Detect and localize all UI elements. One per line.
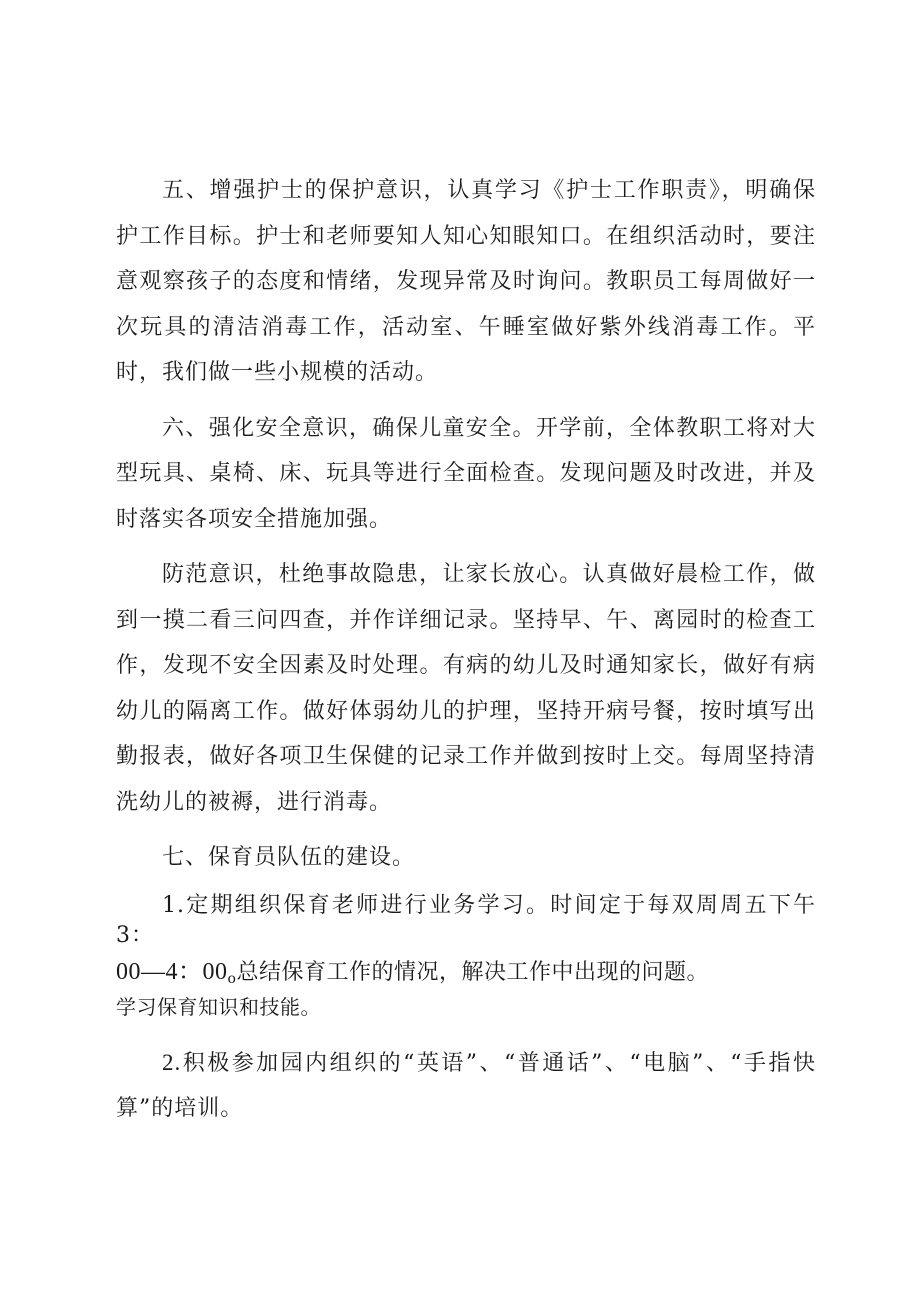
- paragraph-six: 六、强化安全意识，确保儿童安全。开学前，全体教职工将对大型玩具、桌椅、床、玩具等进行全面检查。发现问题及时改进，并及时落实各项安全措施加强。: [116, 415, 816, 532]
- paragraph-five: 五、增强护士的保护意识，认真学习《护士工作职责》，明确保护工作目标。护士和老师要知人知心知眼知口。在组织活动时，要注意观察孩子的态度和情绪，发现异常及时询问。教职员工每周做好一次玩具的清洁消毒工作，活动室、午睡室做好紫外线消毒工作。平时，我们做一些小规模的活动。: [116, 178, 816, 385]
- paragraph-prevention: 防范意识，杜绝事故隐患，让家长放心。认真做好晨检工作，做到一摸二看三问四查，并作详细记录。坚持早、午、离园时的检查工作，发现不安全因素及时处理。有病的幼儿及时通知家长，做好有病幼儿的隔离工作。做好体弱幼儿的护理，坚持开病号餐，按时填写出勤报表，做好各项卫生保健的记录工作并做到按时上交。每周坚持清洗幼儿的被褥，进行消毒。: [116, 562, 816, 815]
- item-1-rest: 总结保育工作的情况，解决工作中出现的问题。: [236, 959, 709, 985]
- document-body: [116, 168, 816, 1132]
- item-2-number: 2.: [162, 1049, 182, 1075]
- item-1-sub-o: o: [227, 970, 237, 987]
- item-1-note: 学习保育知识和技能。: [116, 994, 321, 1019]
- item-2: [116, 1040, 816, 1132]
- item-1-line: 1.定期组织保育老师进行业务学习。时间定于每双周周五下午3：: [116, 892, 816, 948]
- item-1-time-line: [116, 957, 816, 994]
- paragraph-seven: 七、保育员队伍的建设。: [162, 845, 416, 870]
- item-2-text: 积极参加园内组织的“英语”、“普通话”、“电脑”、“手指快算”的培训。: [116, 1050, 816, 1121]
- item-1-time: 00—4：00: [116, 958, 228, 985]
